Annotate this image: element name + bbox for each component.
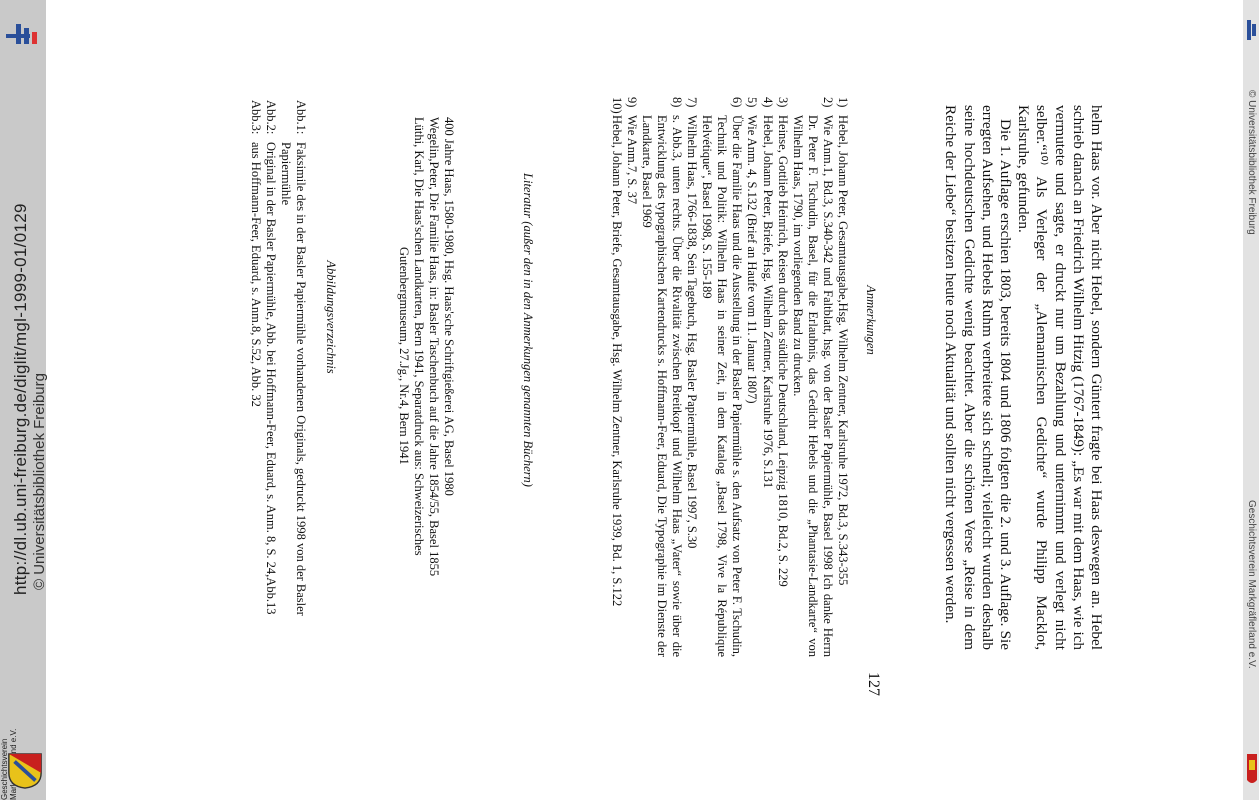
literature-list: [396, 117, 456, 677]
right-edge-text: [1243, 0, 1259, 800]
note-item: 1) Hebel, Johann Peter, Gesamtausgabe,Hsg. Wilhelm Zentner, Karlsruhe 1972, Bd.3, S.343-355: [836, 97, 850, 586]
association-name: Geschichtsverein: [0, 738, 9, 800]
figures-heading: Abbildungsverzeichnis: [324, 260, 338, 374]
note-item: 4) Hebel, Johann Peter, Briefe, Hsg. Wilhelm Zentner, Karlsruhe 1976, S.131: [760, 97, 775, 489]
note-item: 7) Wilhelm Haas, 1766-1838, Sein Tagebuch, Hsg. Basler Papiermühle, Basel 1997, S.30: [685, 97, 700, 549]
note-item: 8) s. Abb.3, unten rechts. Über die Rivalität zwischen Breitkopf und Wilhelm Haas „Vater“ sowie über die Entwicklung des typographischen Kartendrucks s. Hoffmann-Feer, Eduard, Die Typographie im Dienste der Landkarte, Basel 1969: [639, 97, 684, 657]
permalink-url[interactable]: http://dl.ub.uni-freiburg.de/diglit/mgl-1999-01/0129: [11, 203, 30, 595]
figure-item: Abb.3: aus Hoffmann-Feer, Eduard, s. Anm.8, S.52, Abb. 32: [248, 100, 263, 407]
literature-item: Lüthi, Karl, Die Haas'schen Landkarten, Bern 1941, Separatdruck aus: Schweizerisches: [411, 117, 426, 556]
right-edge-library: © Universitätsbibliothek Freiburg: [1246, 90, 1257, 235]
main-body-text: [941, 105, 1105, 650]
note-item: 3) Heinse, Gottlieb Heinrich, Reisen durch das südliche Deutschland, Leipzig 1810, Bd.2, S. 229: [775, 97, 790, 587]
figure-item: Abb.1: Faksimile des in der Basler Papiermühle vorhandenen Originals, gedruckt 1998 von der Basler Papiermühle: [278, 100, 308, 616]
figures-list: [248, 100, 308, 660]
note-item: 2) Wie Anm.1, Bd.3, S.340-342 und Faltblatt, hsg. von der Basler Papiermühle, Basel 1998 Ich danke Herrn Dr. Peter F. Tschudin, Basel, für die Erlaubnis, das Gedicht Hebels und die „Phantasie-Landkarte“ von Wilhelm Haas, 1790, im vorliegenden Band zu drucken.: [790, 97, 835, 657]
notes-list: [609, 97, 851, 657]
note-item: 9) Wie Anm.7, S. 37: [624, 97, 639, 205]
note-item: 5) Wie Anm. 4, S.132 (Brief an Haufe vom 11. Januar 1807): [745, 97, 760, 404]
right-edge-association: Geschichtsverein Markgräflerland e.V.: [1246, 500, 1257, 669]
literature-item: Wegelin,Peter, Die Familie Haas, in: Basler Taschenbuch auf die Jahre 1854/55, Basel 1855: [426, 117, 441, 577]
figure-item: Abb.2: Original in der Basler Papiermühle, Abb. bei Hoffmann-Feer, Eduard, s. Anm. 8, S. 24,Abb.13: [263, 100, 278, 615]
paragraph: helm Haas vor. Aber nicht Hebel, sondern Güntert fragte bei Haas deswegen an. Hebel schrieb danach an Friedrich Wilhelm Hitzig (1767-1849): „Es war mit dem Haas, wie ich vermutete und sagte, er druckt nur um Bezahlung und unternimmt und verlegt nicht selber.“¹⁰⁾ Als Verleger der „Alemannischen Gedichte“ wurde Philipp Macklot, Karlsruhe, gefunden.: [1015, 105, 1105, 650]
page-number: 127: [865, 672, 882, 696]
literature-item: 400 Jahre Haas, 1580-1980, Hsg. Haas'sche Schriftgießerei AG, Basel 1980: [442, 117, 456, 496]
note-item: 10) Hebel, Johann Peter, Briefe, Gesamtausgabe, Hsg. Wilhelm Zentner, Karlsruhe 1939, Bd. 1, S.122: [609, 97, 624, 607]
notes-heading: Anmerkungen: [864, 285, 878, 355]
library-copyright: © Universitätsbibliothek Freiburg: [31, 373, 48, 590]
paragraph: Die 1. Auflage erschien 1803, bereits 1804 und 1806 folgten die 2. und 3. Auflage. Sie erregten Aufsehen, und Hebels Ruhm verbreitete sich schnell; vielleicht wurden deshalb seine hochdeutschen Gedichte wenig beachtet. Aber die schönen Verse „Reise in dem Reiche der Liebe“ besitzen heute noch Aktualität und sollten nicht vergessen werden.: [942, 105, 1014, 650]
literature-heading: Literatur (außer den in den Anmerkungen genannten Büchern): [521, 173, 535, 487]
literature-item: Gutenbergmuseum, 27.Jg., Nr.4, Bern 1941: [396, 247, 411, 465]
note-item: 6) Über die Familie Haas und die Ausstellung in der Basler Papiermühle s. den Aufsatz von Peter F. Tschudin, Technik und Politik: Wilhelm Haas in seiner Zeit, in dem Katalog „Basel 1798, Vive la République Helvétique“, Basel 1998, S. 155-189: [700, 97, 745, 657]
